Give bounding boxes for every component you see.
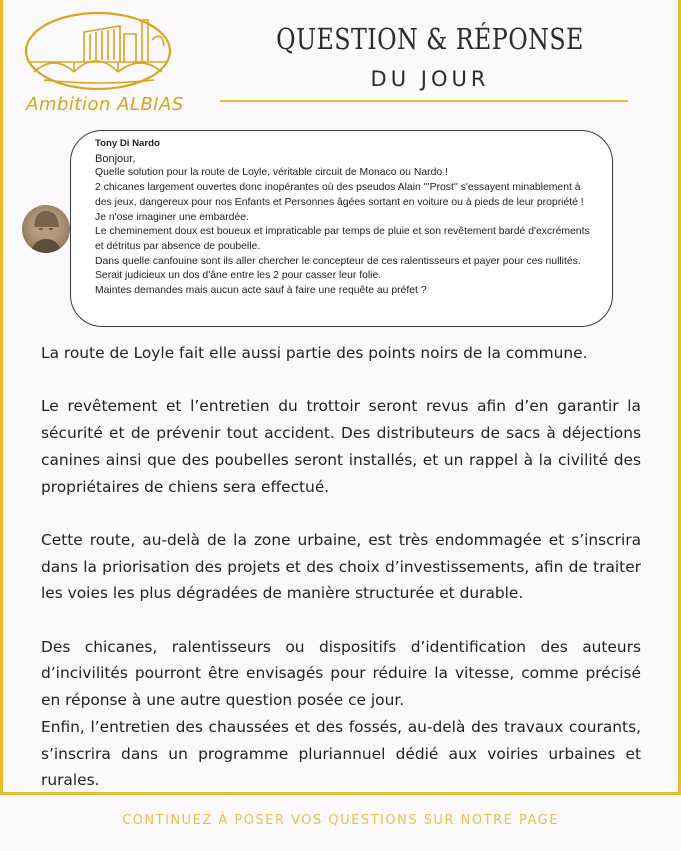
question-bubble — [70, 130, 613, 327]
answer-paragraph: Des chicanes, ralentisseurs ou dispositifs d’identification des auteurs d’incivilités pourront être envisagés pour réduire la vitesse, comme précisé en réponse à une autre question posée ce jour. — [41, 637, 641, 710]
answer-paragraph: Enfin, l’entretien des chaussées et des fossés, au-delà des travaux courants, s’inscrira dans un programme pluriannuel dédié aux voiries urbaines et rurales. — [41, 717, 641, 790]
question-line: Quelle solution pour la route de Loyle, véritable circuit de Monaco ou Nardo ! — [95, 167, 448, 179]
avatar-face-icon — [22, 205, 70, 253]
question-greeting: Bonjour, — [95, 152, 136, 165]
question-line: Dans quelle canfouine sont ils aller chercher le concepteur de ces ralentisseurs et payer pour ces nullités. — [95, 255, 581, 267]
question-line: Le cheminement doux est boueux et impraticable par temps de pluie et son revêtement bardé d'excréments et détritus par absence de poubelle. — [95, 226, 590, 252]
page-subtitle: DU JOUR — [370, 67, 490, 91]
logo-text: Ambition ALBIAS — [26, 94, 184, 115]
header-divider — [220, 100, 628, 102]
question-line: Serait judicieux un dos d'âne entre les 2 pour casser leur folie. — [95, 270, 382, 282]
avatar — [22, 205, 70, 253]
footer-callout: CONTINUEZ À POSER VOS QUESTIONS SUR NOTRE PAGE — [122, 813, 559, 828]
question-author: Tony Di Nardo — [95, 138, 160, 149]
answer-paragraph: Le revêtement et l’entretien du trottoir seront revus afin d’en garantir la sécurité et de prévenir tout accident. Des distributeurs de sacs à déjections canines ainsi que des poubelles seront installés, et un rappel à la civilité des propriétaires de chiens sera effectué. — [41, 397, 641, 496]
bridge-logo-icon — [24, 10, 174, 92]
answer-text — [41, 340, 641, 794]
page-title: QUESTION & RÉPONSE — [276, 22, 584, 56]
answer-paragraph: Cette route, au-delà de la zone urbaine, est très endommagée et s’inscrira dans la priorisation des projets et des choix d’investissements, afin de traiter les voies les plus dégradées de manière structurée et durable. — [41, 530, 641, 603]
question-line: Je n'ose imaginer une embardée. — [95, 211, 249, 223]
question-line: 2 chicanes largement ouvertes donc inopérantes où des pseudos Alain '''Prost'' s'essayent minablement à des jeux, dangereux pour nos Enfants et Personnes âgées sortant en voiture ou à pieds de leur propriété ! — [95, 182, 584, 208]
question-line: Maintes demandes mais aucun acte sauf à faire une requête au préfet ? — [95, 285, 427, 297]
answer-paragraph: La route de Loyle fait elle aussi partie des points noirs de la commune. — [41, 344, 588, 362]
logo — [10, 10, 210, 120]
